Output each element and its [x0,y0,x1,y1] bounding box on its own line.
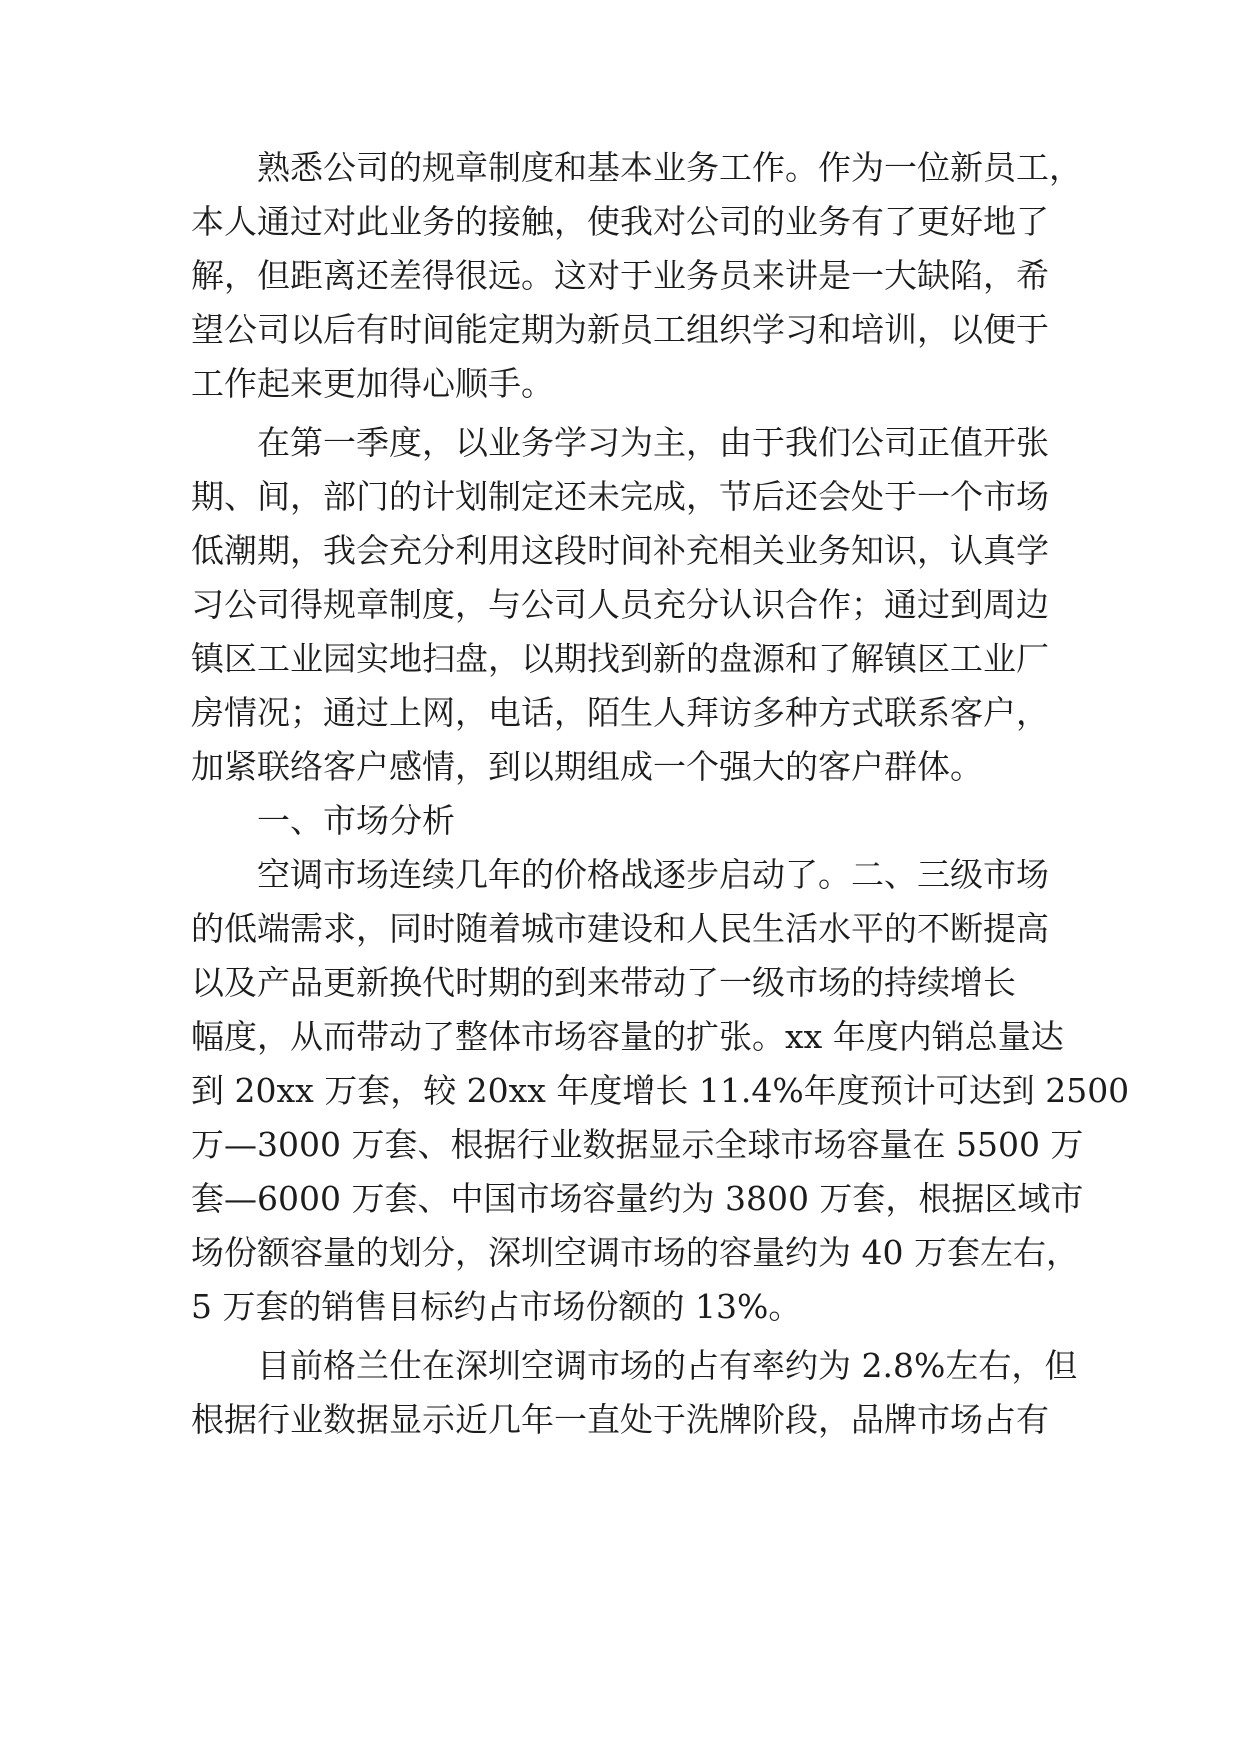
text-line: 根据行业数据显示近几年一直处于洗牌阶段，品牌市场占有 [191,1400,1049,1439]
text-line: 到 20xx 万套，较 20xx 年度增长 11.4%年度预计可达到 2500 [191,1071,1130,1110]
text-line: 加紧联络客户感情，到以期组成一个强大的客户群体。 [191,747,983,786]
section-heading: 一、市场分析 [257,801,455,840]
text-line: 目前格兰仕在深圳空调市场的占有率约为 2.8%左右，但 [257,1346,1078,1385]
text-line: 的低端需求，同时随着城市建设和人民生活水平的不断提高 [191,909,1049,948]
text-line: 空调市场连续几年的价格战逐步启动了。二、三级市场 [257,855,1049,894]
text-line: 工作起来更加得心顺手。 [191,364,554,403]
text-line: 场份额容量的划分，深圳空调市场的容量约为 40 万套左右， [191,1233,1079,1272]
text-line: 望公司以后有时间能定期为新员工组织学习和培训，以便于 [191,310,1049,349]
text-line: 幅度，从而带动了整体市场容量的扩张。xx 年度内销总量达 [191,1017,1064,1056]
text-line: 在第一季度，以业务学习为主，由于我们公司正值开张 [257,423,1049,462]
text-line: 本人通过对此业务的接触，使我对公司的业务有了更好地了 [191,202,1049,241]
text-line: 万—3000 万套、根据行业数据显示全球市场容量在 5500 万 [191,1125,1084,1164]
text-line: 房情况；通过上网，电话，陌生人拜访多种方式联系客户， [191,693,1049,732]
text-line: 5 万套的销售目标约占市场份额的 13%。 [191,1287,802,1326]
text-line: 习公司得规章制度，与公司人员充分认识合作；通过到周边 [191,585,1049,624]
text-line: 期、间，部门的计划制定还未完成，节后还会处于一个市场 [191,477,1049,516]
text-line: 以及产品更新换代时期的到来带动了一级市场的持续增长 [191,963,1016,1002]
text-line: 套—6000 万套、中国市场容量约为 3800 万套，根据区域市 [191,1179,1084,1218]
text-line: 镇区工业园实地扫盘，以期找到新的盘源和了解镇区工业厂 [191,639,1049,678]
text-line: 解，但距离还差得很远。这对于业务员来讲是一大缺陷，希 [191,256,1049,295]
text-line: 熟悉公司的规章制度和基本业务工作。作为一位新员工， [257,148,1082,187]
text-line: 低潮期，我会充分利用这段时间补充相关业务知识，认真学 [191,531,1049,570]
